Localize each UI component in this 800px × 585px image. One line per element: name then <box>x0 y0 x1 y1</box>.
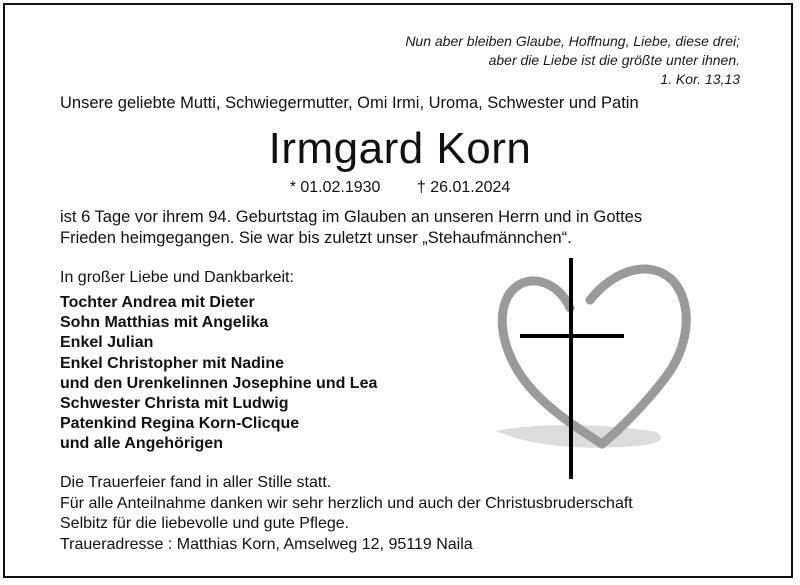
closing-line: Selbitz für die liebevolle und gute Pflege. <box>60 515 350 532</box>
closing-line: Für alle Anteilnahme danken wir sehr herzlich und auch der Christusbruderschaft <box>60 494 633 512</box>
life-dates <box>0 179 800 197</box>
intro-line: Unsere geliebte Mutti, Schwiegermutter, Omi Irmi, Uroma, Schwester und Patin <box>60 94 639 112</box>
passing-text <box>60 207 642 249</box>
passing-line: ist 6 Tage vor ihrem 94. Geburtstag im Glauben an unseren Herrn und in Gottes <box>60 208 643 226</box>
mourner-entry: Enkel Julian <box>60 334 154 352</box>
mourner-entry: und den Urenkelinnen Josephine und Lea <box>60 374 378 392</box>
mourner-entry: Patenkind Regina Korn-Clicque <box>60 415 300 433</box>
verse-reference: 1. Kor. 13,13 <box>660 71 740 87</box>
heart-shadow-icon <box>496 425 661 448</box>
mourning-address: Traueradresse : Matthias Korn, Amselweg 12, 95119 Naila <box>60 535 473 553</box>
mourner-entry: Tochter Andrea mit Dieter <box>60 294 255 311</box>
mourner-entry: und alle Angehörigen <box>60 435 223 453</box>
verse-line-2: aber die Liebe ist die größte unter ihnen. <box>488 52 740 68</box>
cross-horizontal-icon <box>520 334 624 338</box>
verse-line-1: Nun aber bleiben Glaube, Hoffnung, Liebe, diese drei; <box>405 33 740 49</box>
gratitude-line: In großer Liebe und Dankbarkeit: <box>60 269 294 286</box>
heart-cross-emblem <box>486 256 696 481</box>
mourners-list <box>60 293 377 455</box>
closing-line: Die Trauerfeier fand in aller Stille statt. <box>60 474 332 491</box>
heart-outline-icon <box>502 269 686 444</box>
bible-verse <box>405 32 740 89</box>
deceased-name: Irmgard Korn <box>268 124 532 173</box>
cross-vertical-icon <box>569 258 573 479</box>
mourner-entry: Enkel Christopher mit Nadine <box>60 354 285 372</box>
closing-text <box>60 473 633 555</box>
death-date: † 26.01.2024 <box>416 179 511 196</box>
birth-date: * 01.02.1930 <box>289 179 381 196</box>
mourner-entry: Schwester Christa mit Ludwig <box>60 395 289 413</box>
mourner-entry: Sohn Matthias mit Angelika <box>60 314 269 332</box>
passing-line: Frieden heimgegangen. Sie war bis zuletzt unser „Stehaufmännchen“. <box>60 229 572 247</box>
